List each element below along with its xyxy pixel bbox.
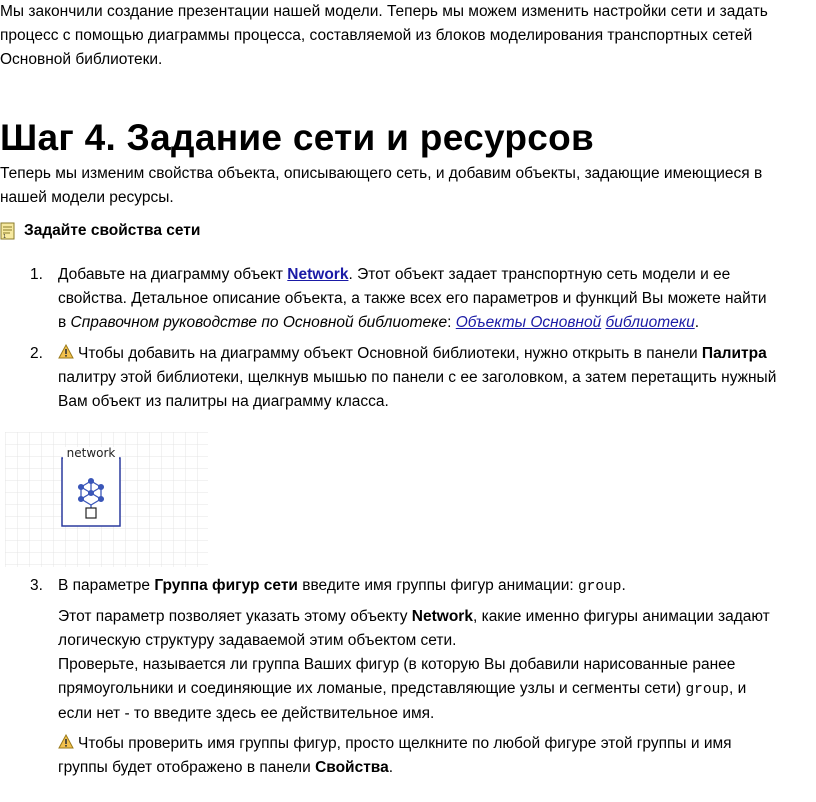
step-text: Чтобы добавить на диаграмму объект Основной библиотеки, нужно открыть в панели [78, 345, 702, 362]
network-diagram [5, 432, 208, 567]
param-explanation [58, 605, 778, 653]
step-text: . Этот объект задает транспортную сеть модели и ее свойства. Детальное описание объекта, а также всех его параметров и функций Вы можете найти в [58, 266, 767, 331]
warning-icon [58, 734, 74, 750]
properties-term: Свойства [315, 759, 389, 776]
para-text: Проверьте, называется ли группа Ваших фигур (в которую Вы добавили нарисованные ранее прямоугольники и соединяющие их ломаные, представляющие узлы и сегменты сети) [58, 656, 736, 697]
para-text: , какие именно фигуры анимации задают логическую структуру задаваемой этим объектом сети. [58, 608, 770, 649]
palette-term: Палитра [701, 345, 767, 362]
network-label: network [66, 446, 116, 460]
shape-group-param: Группа фигур сети [154, 577, 298, 594]
step-text: : [447, 314, 456, 331]
para-text: Чтобы проверить имя группы фигур, просто щелкните по любой фигуре этой группы и имя группы будет отображено в панели [58, 735, 732, 776]
para-text: Этот параметр позволяет указать этому объекту [58, 608, 412, 625]
intro-paragraph: Мы закончили создание презентации нашей модели. Теперь мы можем изменить настройки сети и задать процесс с помощью диаграммы процесса, составляемой из блоков моделирования транспортных сетей Основной библиотеки. [0, 3, 768, 68]
step-text: . [621, 577, 626, 594]
list-number: 1. [30, 266, 43, 283]
network-link[interactable]: Network [287, 266, 349, 283]
network-port [86, 508, 96, 518]
step-text: палитру этой библиотеки, щелкнув мышью по панели с ее заголовком, а затем перетащить нужный Вам объект из палитры на диаграмму класса. [58, 369, 777, 410]
group-code: group [577, 579, 622, 595]
tip-paragraph [58, 732, 778, 780]
list-number: 2. [30, 345, 43, 362]
list-number: 3. [30, 577, 43, 594]
group-code: group [685, 682, 729, 698]
reference-title: Справочном руководстве по Основной библиотеке [70, 314, 448, 331]
lead-paragraph: Теперь мы изменим свойства объекта, описывающего сеть, и добавим объекты, задающие имеющиеся в нашей модели ресурсы. [0, 165, 763, 206]
step-text: Добавьте на диаграмму объект [58, 266, 288, 283]
task-note-icon [0, 222, 16, 240]
network-term: Network [411, 608, 473, 625]
step-text: введите имя группы фигур анимации: [297, 577, 578, 594]
task-header [0, 218, 200, 244]
warning-icon [58, 344, 74, 360]
para-text: , и если нет - то введите здесь ее действительное имя. [58, 680, 747, 722]
library-link[interactable]: библиотеки [605, 314, 695, 331]
step-text: . [694, 314, 699, 331]
svg-text:1: 1 [3, 234, 7, 240]
step-text: В параметре [58, 577, 155, 594]
basic-objects-link[interactable]: Объекты Основной [455, 314, 602, 331]
page-heading: Шаг 4. Задание сети и ресурсов [0, 117, 595, 158]
check-group-paragraph [58, 653, 778, 726]
para-text: . [388, 759, 394, 776]
task-title: Задайте свойства сети [24, 222, 201, 239]
